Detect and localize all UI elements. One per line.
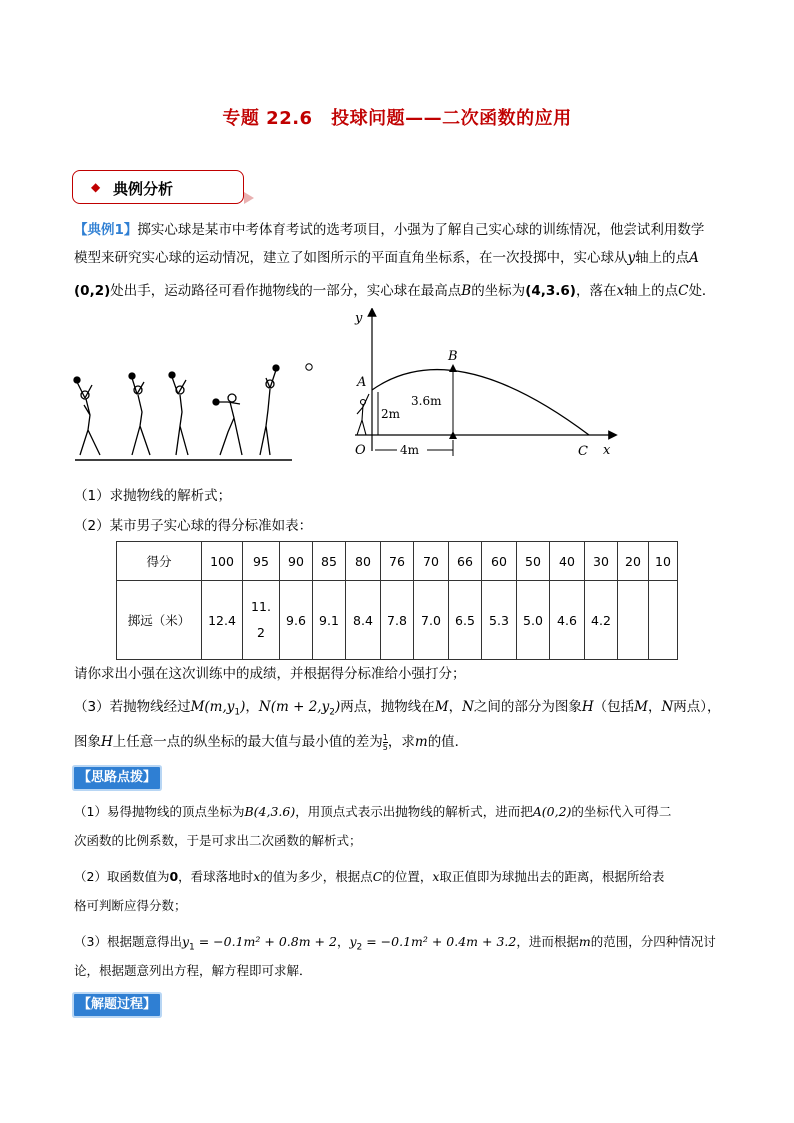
table-cell: 50 bbox=[517, 542, 550, 581]
hint-line-2: 次函数的比例系数，于是可求出二次函数的解析式； bbox=[74, 833, 362, 848]
thrower-illustration bbox=[70, 360, 295, 465]
distance-label: 4m bbox=[400, 443, 420, 457]
hint-line-3: （2）取函数值为0，看球落地时x的值为多少，根据点C的位置，x取正值即为球抛出去的距离，根据所给表 bbox=[74, 869, 665, 884]
diamond-icon: ◆ bbox=[91, 180, 101, 194]
table-cell: 12.4 bbox=[202, 581, 243, 660]
point-c-fig-label: C bbox=[578, 444, 588, 459]
table-cell: 7.0 bbox=[414, 581, 449, 660]
table-cell: 85 bbox=[313, 542, 346, 581]
table-cell: 60 bbox=[482, 542, 517, 581]
point-b-fig-label: B bbox=[448, 349, 458, 364]
ball-icon bbox=[304, 362, 314, 372]
page-title: 专题 22.6 投球问题——二次函数的应用 bbox=[222, 108, 572, 129]
hint-line-6: 论，根据题意列出方程，解方程即可求解． bbox=[74, 963, 312, 978]
var-y: y bbox=[627, 250, 636, 266]
var-x: x bbox=[616, 283, 625, 299]
example-tag: 【典例1】 bbox=[74, 222, 138, 238]
table-cell: 30 bbox=[585, 542, 618, 581]
table-cell: 4.2 bbox=[585, 581, 618, 660]
table-cell: 76 bbox=[381, 542, 414, 581]
section-tail-decoration bbox=[244, 192, 254, 204]
table-cell bbox=[649, 581, 678, 660]
table-cell: 8.4 bbox=[346, 581, 381, 660]
table-cell: 90 bbox=[280, 542, 313, 581]
hint-line-1: （1）易得抛物线的顶点坐标为B(4,3.6)，用顶点式表示出抛物线的解析式，进而把A(0,2)的坐标代入可得二 bbox=[74, 804, 672, 819]
point-b-coord: (4,3.6) bbox=[525, 283, 576, 299]
table-cell: 5.3 bbox=[482, 581, 517, 660]
table-cell: 4.6 bbox=[550, 581, 585, 660]
example-line-1 bbox=[74, 217, 724, 243]
point-a-fig-label: A bbox=[357, 375, 367, 390]
example-text-2a: 模型来研究实心球的运动情况，建立了如图所示的平面直角坐标系，在一次投掷中，实心球从 bbox=[74, 250, 628, 266]
example-text-3a: 处出手，运动路径可看作抛物线的一部分，实心球在最高点 bbox=[110, 283, 462, 299]
point-c-label: C bbox=[678, 283, 689, 299]
y-axis-label: y bbox=[355, 311, 363, 326]
table-cell: 9.6 bbox=[280, 581, 313, 660]
point-a-coord: (0,2) bbox=[74, 283, 111, 299]
table-header-distance: 掷远（米） bbox=[117, 581, 202, 660]
question-2-followup: 请你求出小强在这次训练中的成绩，并根据得分标准给小强打分； bbox=[74, 666, 466, 682]
table-cell: 20 bbox=[618, 542, 649, 581]
fraction: $\frac{1}{5}$ bbox=[382, 732, 388, 752]
table-cell: 100 bbox=[202, 542, 243, 581]
hint-tag: 【思路点拨】 bbox=[74, 767, 160, 789]
table-cell: 95 bbox=[243, 542, 280, 581]
table-cell: 10 bbox=[649, 542, 678, 581]
table-row-distances bbox=[117, 581, 678, 660]
example-text-1: 掷实心球是某市中考体育考试的选考项目，小强为了解自己实心球的训练情况，他尝试利用数学 bbox=[137, 222, 705, 238]
example-line-2 bbox=[74, 245, 724, 271]
parabola-path bbox=[372, 370, 589, 435]
question-3-line-1: （3）若抛物线经过$M(m,y_1)$，$N(m + 2,y_2)$两点，抛物线在M，N之间的部分为图象H（包括M，N两点）， bbox=[74, 699, 721, 718]
table-cell bbox=[618, 581, 649, 660]
example-text-3d: 轴上的点 bbox=[624, 283, 679, 299]
question-1: （1）求抛物线的解析式； bbox=[74, 488, 232, 504]
table-row-scores bbox=[117, 542, 678, 581]
solution-tag: 【解题过程】 bbox=[74, 994, 160, 1016]
table-cell: 7.8 bbox=[381, 581, 414, 660]
example-text-3b: 的坐标为 bbox=[471, 283, 526, 299]
thrower-figures bbox=[74, 365, 279, 455]
example-text-2b: 轴上的点 bbox=[635, 250, 690, 266]
question-2: （2）某市男子实心球的得分标准如表： bbox=[74, 518, 313, 534]
table-cell: 11. 2 bbox=[243, 581, 280, 660]
trajectory-diagram bbox=[335, 308, 625, 463]
score-table bbox=[116, 541, 678, 660]
table-header-score: 得分 bbox=[117, 542, 202, 581]
question-3-line-2: 图象H上任意一点的纵坐标的最大值与最小值的差为 $\frac{1}{5}$ ，求m的值． bbox=[74, 732, 469, 752]
table-cell: 9.1 bbox=[313, 581, 346, 660]
origin-label: O bbox=[355, 443, 366, 458]
table-cell: 70 bbox=[414, 542, 449, 581]
table-cell: 80 bbox=[346, 542, 381, 581]
x-axis-label: x bbox=[603, 443, 611, 458]
height-a-label: 2m bbox=[381, 407, 401, 421]
table-cell: 6.5 bbox=[449, 581, 482, 660]
section-header bbox=[72, 170, 244, 204]
section-label: 典例分析 bbox=[113, 180, 174, 198]
example-line-3 bbox=[74, 278, 724, 304]
table-cell: 40 bbox=[550, 542, 585, 581]
example-text-3e: 处． bbox=[688, 283, 716, 299]
table-cell: 5.0 bbox=[517, 581, 550, 660]
height-b-label: 3.6m bbox=[411, 394, 442, 408]
table-cell: 66 bbox=[449, 542, 482, 581]
hint-line-5: （3）根据题意得出$y_1 = -0.1m^2 + 0.8m + 2$，$y_2 = -0.1m^2 + 0.4m + 3.2$，进而根据m的范围，分四种情况讨 bbox=[74, 934, 716, 953]
small-thrower-figure bbox=[357, 394, 369, 435]
point-b-label: B bbox=[461, 283, 472, 299]
point-a-label: A bbox=[689, 250, 699, 266]
hint-line-4: 格可判断应得分数； bbox=[74, 898, 187, 913]
example-text-3c: ，落在 bbox=[575, 283, 617, 299]
